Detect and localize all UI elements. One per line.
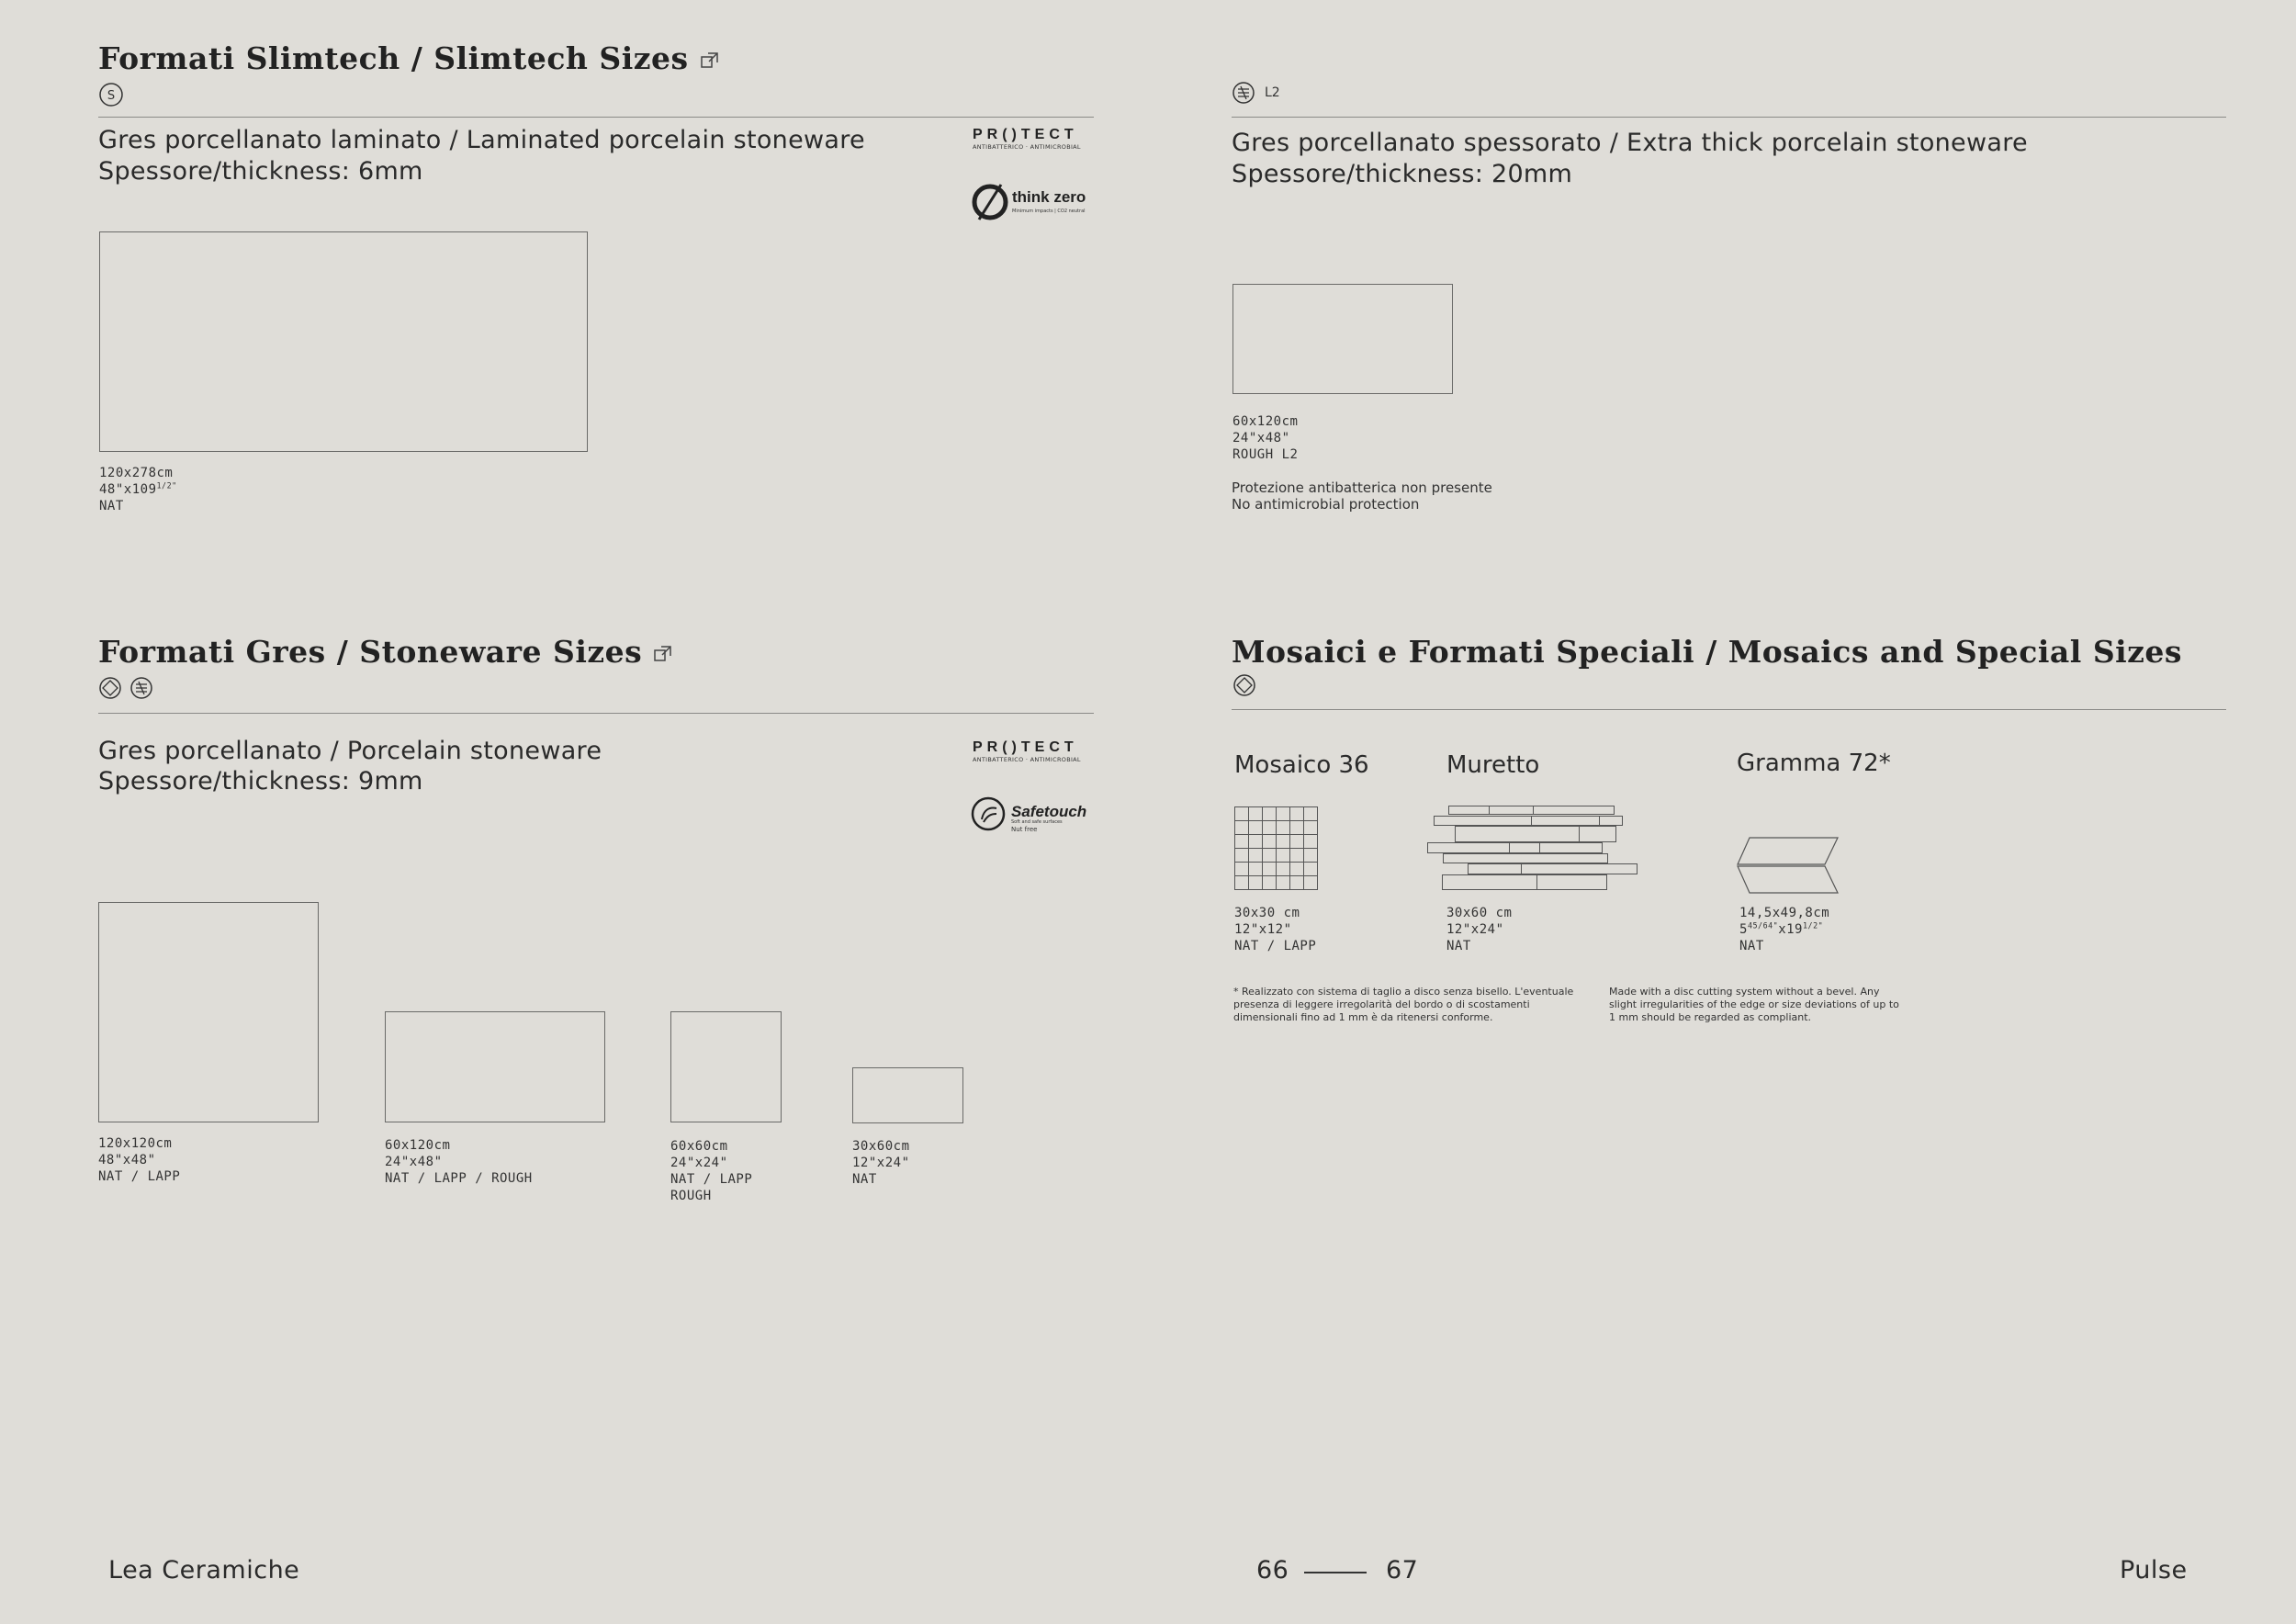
external-link-icon[interactable] (653, 644, 673, 664)
slimtech-badge-icon (98, 82, 124, 111)
gres-layers-icon (129, 676, 153, 704)
mosaics-divider (1232, 709, 2226, 710)
slimtech-subtitle-1: Gres porcellanato laminato / Laminated porcelain stoneware (98, 126, 865, 154)
mosaics-diamond-icon (1232, 673, 1256, 701)
page-number-right: 67 (1386, 1556, 1419, 1585)
muretto-caption: 30x60 cm 12"x24" NAT (1446, 906, 1513, 953)
muretto-pattern (1424, 806, 1638, 894)
slimtech-title: Formati Slimtech / Slimtech Sizes (98, 40, 720, 76)
mosaic-36-caption: 30x30 cm 12"x12" NAT / LAPP (1234, 906, 1317, 953)
mosaics-footnote-it: * Realizzato con sistema di taglio a disco senza bisello. L'eventuale presenza di leggere irregolarità del bordo o di scostamenti dimensionali fino ad 1 mm è da ritenersi conforme. (1233, 986, 1574, 1023)
gramma-72-caption: 14,5x49,8cm $5^{45/64"}x19^{1/2"}$ NAT (1739, 906, 1830, 953)
antimicrobial-note: Protezione antibatterica non presente No antimicrobial protection (1232, 479, 1492, 513)
slimtech-tile-caption: 120x278cm $48"x109^{1/2"}$ NAT (99, 466, 177, 513)
slimtech-subtitle-2: Spessore/thickness: 6mm (98, 157, 423, 186)
gres-tile-caption-60x120: 60x120cm 24"x48" NAT / LAPP / ROUGH (385, 1138, 533, 1186)
mosaics-title: Mosaici e Formati Speciali / Mosaics and Special Sizes (1232, 634, 2182, 670)
gres-tile-caption-30x60: 30x60cm 12"x24" NAT (852, 1139, 910, 1187)
l2-label: L2 (1265, 85, 1280, 100)
think-zero-icon (971, 181, 1011, 223)
gramma-72-name: Gramma 72* (1737, 750, 1891, 777)
slimtech-tile-rect (99, 231, 588, 452)
gres-tile-caption-120x120: 120x120cm 48"x48" NAT / LAPP (98, 1136, 181, 1184)
mosaic-36-grid (1234, 806, 1319, 895)
gramma-72-shapes (1737, 837, 1840, 897)
protect-logo: PR()TECT ANTIBATTERICO · ANTIMICROBIAL (973, 739, 1081, 763)
extra-thick-tile-caption: 60x120cm 24"x48" ROUGH L2 (1232, 414, 1299, 462)
gres-subtitle-1: Gres porcellanato / Porcelain stoneware (98, 737, 602, 765)
gres-divider (98, 713, 1094, 714)
safetouch-logo: Safetouch Soft and safe surfaces Nut free (971, 795, 1095, 836)
l2-icon (1232, 81, 1255, 108)
external-link-icon[interactable] (700, 51, 720, 71)
protect-logo: PR()TECT ANTIBATTERICO · ANTIMICROBIAL (973, 127, 1081, 151)
extra-thick-divider (1232, 117, 2226, 118)
svg-text:S: S (107, 89, 116, 103)
gres-subtitle-2: Spessore/thickness: 9mm (98, 767, 423, 795)
gres-tile-rect-60x60 (670, 1011, 782, 1122)
gres-title: Formati Gres / Stoneware Sizes (98, 634, 673, 670)
footer-collection: Pulse (2120, 1556, 2188, 1585)
slimtech-divider (98, 117, 1094, 118)
gres-diamond-icon (98, 676, 122, 704)
muretto-name: Muretto (1446, 751, 1540, 779)
gres-tile-caption-60x60: 60x60cm 24"x24" NAT / LAPP ROUGH (670, 1139, 753, 1203)
think-zero-logo: think zero Minimum impacts | CO2 neutral (971, 181, 1095, 223)
gres-tile-rect-60x120 (385, 1011, 605, 1122)
extra-thick-tile-rect (1232, 284, 1453, 394)
footer-brand: Lea Ceramiche (108, 1556, 300, 1585)
gres-tile-rect-120x120 (98, 902, 319, 1122)
mosaic-36-name: Mosaico 36 (1234, 751, 1369, 779)
page-number-separator (1304, 1572, 1367, 1573)
page-number-left: 66 (1256, 1556, 1289, 1585)
extra-thick-subtitle-2: Spessore/thickness: 20mm (1232, 160, 1573, 188)
extra-thick-subtitle-1: Gres porcellanato spessorato / Extra thick porcelain stoneware (1232, 129, 2028, 157)
gres-tile-rect-30x60 (852, 1067, 963, 1123)
safetouch-icon (971, 795, 1007, 832)
mosaics-footnote-en: Made with a disc cutting system without a bevel. Any slight irregularities of the edge or size deviations of up to 1 mm should be regarded as compliant. (1609, 986, 1899, 1023)
